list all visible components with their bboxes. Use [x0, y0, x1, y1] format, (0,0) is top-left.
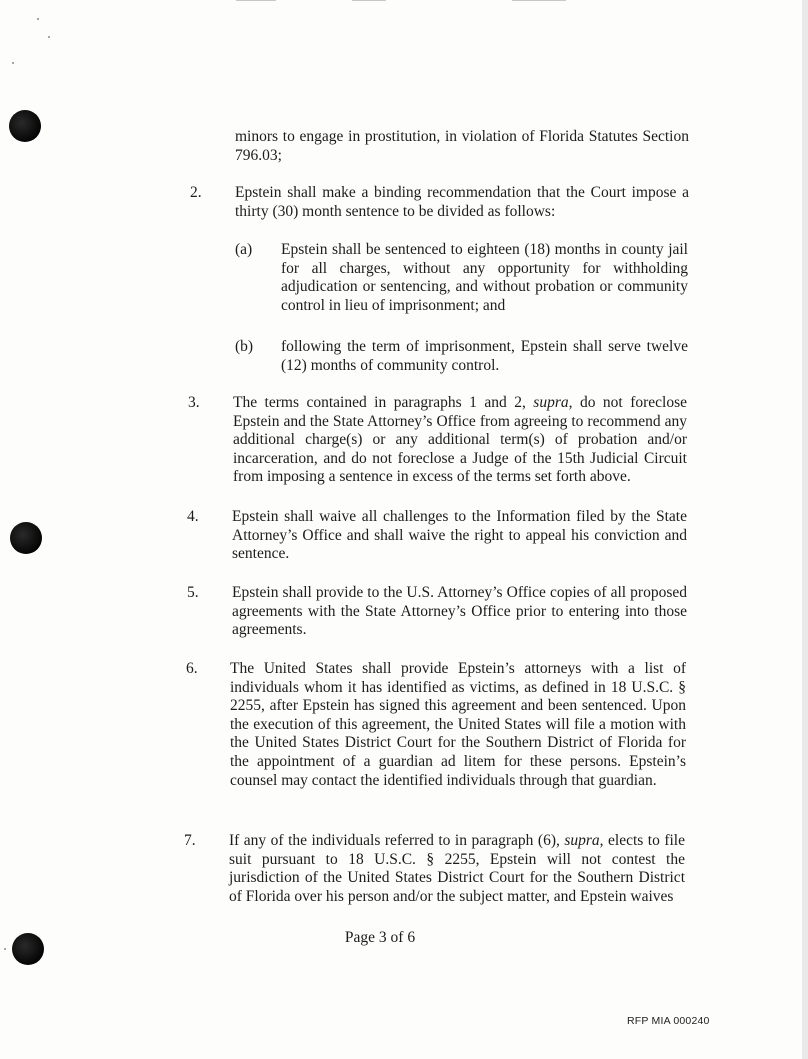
scan-speck	[12, 62, 14, 64]
scan-edge	[802, 0, 808, 1059]
text-run: , elects to file suit pursuant to 18 U.S.C. § 2255, Epstein will not contest the jurisdiction of the United States District Court for the Southern District of Florida over his person and/or the subject matter, and Epstein waives	[229, 832, 685, 905]
scan-mark	[352, 0, 386, 1]
paragraph-text: Epstein shall make a binding recommendation that the Court impose a thirty (30) month sentence to be divided as follows:	[235, 184, 689, 220]
scan-speck	[37, 18, 39, 20]
punch-hole	[9, 110, 41, 142]
scan-mark	[512, 0, 566, 1]
text-run: If any of the individuals referred to in paragraph (6),	[229, 832, 565, 849]
italic-term: supra	[533, 394, 569, 411]
scan-mark	[236, 0, 276, 1]
paragraph-number: 7.	[184, 832, 196, 849]
paragraph-text: Epstein shall provide to the U.S. Attorney’s Office copies of all proposed agreements with the State Attorney’s Office prior to entering into those agreements.	[232, 584, 687, 639]
paragraph-number: 4.	[187, 508, 199, 525]
italic-term: supra	[564, 832, 600, 849]
subparagraph-label: (a)	[235, 241, 253, 258]
subparagraph-text: Epstein shall be sentenced to eighteen (18) months in county jail for all charges, without any opportunity for withholding adjudication or sentencing, and without probation or community control in lieu of imprisonment; and	[281, 241, 688, 314]
bates-number: RFP MIA 000240	[627, 1015, 710, 1027]
scan-speck	[4, 948, 6, 950]
punch-hole	[10, 522, 42, 554]
paragraph-text	[229, 832, 685, 906]
subparagraph-label: (b)	[235, 338, 254, 355]
paragraph-number: 3.	[188, 394, 200, 411]
paragraph-number: 5.	[187, 584, 199, 601]
text-run: , do not foreclose Epstein and the State Attorney’s Office from agreeing to recommend any additional charge(s) or any additional term(s) of probation and/or incarceration, and do not foreclose a Judge of the 15th Judicial Circuit from imposing a sentence in excess of the terms set forth above.	[233, 394, 687, 486]
paragraph-text	[233, 394, 687, 487]
text-run: The terms contained in paragraphs 1 and 2,	[233, 394, 534, 411]
continuation-text: minors to engage in prostitution, in violation of Florida Statutes Section 796.03;	[235, 128, 689, 164]
subparagraph-text: following the term of imprisonment, Epstein shall serve twelve (12) months of community control.	[281, 338, 688, 374]
paragraph-number: 6.	[186, 660, 198, 677]
scan-speck	[48, 36, 50, 38]
paragraph-number: 2.	[190, 184, 202, 201]
page-number: Page 3 of 6	[344, 929, 416, 946]
paragraph-text: The United States shall provide Epstein’s attorneys with a list of individuals whom it has identified as victims, as defined in 18 U.S.C. § 2255, after Epstein has signed this agreement and been sentenced. Upon the execution of this agreement, the United States will file a motion with the United States District Court for the Southern District of Florida for the appointment of a guardian ad litem for these persons. Epstein’s counsel may contact the identified individuals through that guardian.	[230, 660, 686, 789]
paragraph-text: Epstein shall waive all challenges to the Information filed by the State Attorney’s Office and shall waive the right to appeal his conviction and sentence.	[232, 508, 687, 563]
